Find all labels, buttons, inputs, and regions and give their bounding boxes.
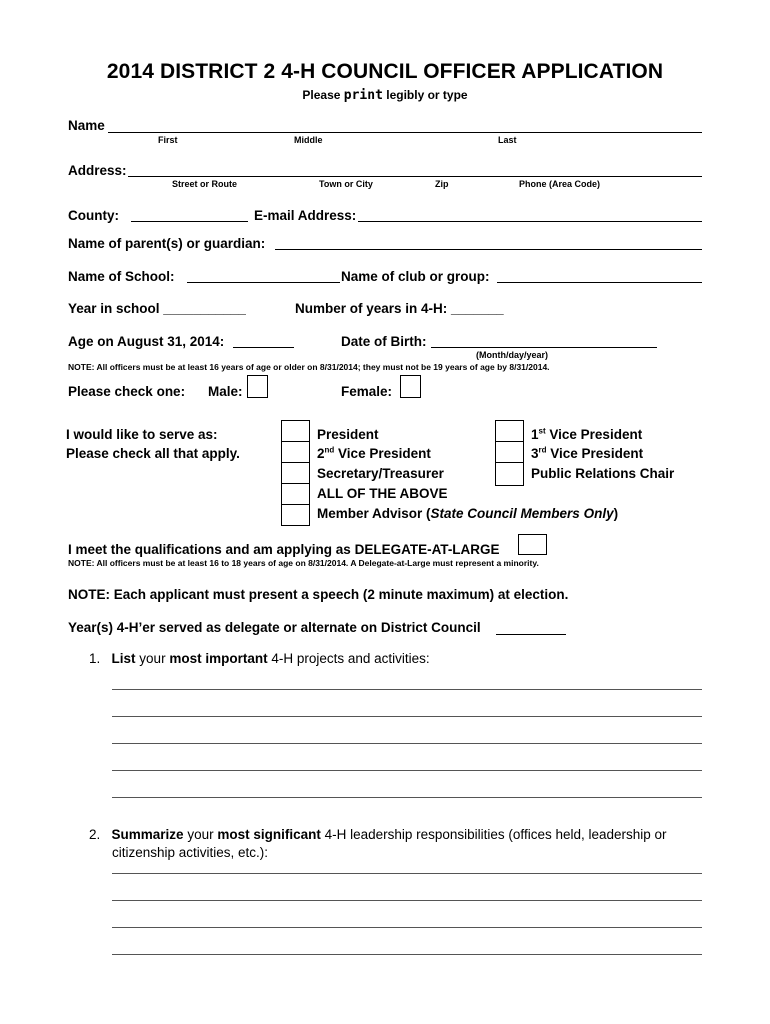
email-label: E-mail Address: [254, 208, 357, 223]
email-field[interactable] [358, 221, 702, 222]
advisor-label: Member Advisor (State Council Members Only) [317, 506, 619, 521]
speech-note: NOTE: Each applicant must present a speech (2 minute maximum) at election. [68, 587, 569, 602]
county-field[interactable] [131, 221, 248, 222]
school-label: Name of School: [68, 269, 175, 284]
third-vp-label: 3rd Vice President [531, 445, 644, 461]
club-field[interactable] [497, 282, 702, 283]
school-field[interactable] [187, 282, 340, 283]
address-town-hint: Town or City [319, 179, 373, 189]
subtitle: Please print legibly or type [302, 88, 468, 103]
pr-chair-checkbox[interactable] [495, 462, 524, 486]
delegate-checkbox[interactable] [518, 534, 547, 555]
age-label: Age on August 31, 2014: [68, 334, 225, 349]
years-in-4h-field[interactable]: Number of years in 4-H: _______ [295, 301, 504, 316]
second-vp-checkbox[interactable] [281, 441, 310, 463]
year-in-school-field[interactable]: Year in school ___________ [68, 301, 246, 316]
third-vp-checkbox[interactable] [495, 441, 524, 463]
dob-field[interactable] [431, 347, 657, 348]
dob-label: Date of Birth: [341, 334, 427, 349]
answer-1-line[interactable] [112, 743, 702, 744]
female-label: Female: [341, 384, 393, 399]
gender-label: Please check one: [68, 384, 186, 399]
answer-2-line[interactable] [112, 954, 702, 955]
page-title: 2014 DISTRICT 2 4-H COUNCIL OFFICER APPLICATION [106, 60, 664, 83]
all-label: ALL OF THE ABOVE [317, 486, 448, 501]
female-checkbox[interactable] [400, 375, 421, 398]
delegate-note: NOTE: All officers must be at least 16 to 18 years of age on 8/31/2014. A Delegate-at-Large must represent a minority. [68, 558, 539, 568]
question-1: 1. List your most important 4-H projects and activities: [89, 651, 430, 666]
years-served-label: Year(s) 4-H’er served as delegate or alternate on District Council [68, 620, 481, 635]
age-note: NOTE: All officers must be at least 16 years of age or older on 8/31/2014; they must not be 19 years of age by 8/31/2014. [68, 362, 550, 372]
address-zip-hint: Zip [435, 179, 449, 189]
address-street-hint: Street or Route [172, 179, 238, 189]
answer-1-line[interactable] [112, 797, 702, 798]
first-vp-label: 1st Vice President [531, 426, 643, 442]
secretary-checkbox[interactable] [281, 462, 310, 484]
all-checkbox[interactable] [281, 483, 310, 505]
question-2: 2. Summarize your most significant 4-H leadership responsibilities (offices held, leadership or [89, 827, 667, 842]
name-middle-hint: Middle [294, 135, 323, 145]
serve-instructions: Please check all that apply. [66, 446, 240, 461]
serve-label: I would like to serve as: [66, 427, 218, 442]
male-label: Male: [208, 384, 243, 399]
county-label: County: [68, 208, 119, 223]
answer-1-line[interactable] [112, 716, 702, 717]
delegate-label: I meet the qualifications and am applying as DELEGATE-AT-LARGE [68, 542, 500, 557]
address-field[interactable] [128, 176, 702, 177]
club-label: Name of club or group: [341, 269, 490, 284]
answer-2-line[interactable] [112, 900, 702, 901]
answer-1-line[interactable] [112, 689, 702, 690]
president-label: President [317, 427, 379, 442]
parent-label: Name of parent(s) or guardian: [68, 236, 266, 251]
president-checkbox[interactable] [281, 420, 310, 442]
question-2-continued: citizenship activities, etc.): [112, 845, 269, 860]
answer-2-line[interactable] [112, 873, 702, 874]
name-field[interactable] [108, 132, 702, 133]
advisor-checkbox[interactable] [281, 504, 310, 526]
dob-hint: (Month/day/year) [476, 350, 549, 360]
name-first-hint: First [158, 135, 178, 145]
name-last-hint: Last [498, 135, 517, 145]
address-phone-hint: Phone (Area Code) [519, 179, 601, 189]
male-checkbox[interactable] [247, 375, 268, 398]
secretary-label: Secretary/Treasurer [317, 466, 444, 481]
first-vp-checkbox[interactable] [495, 420, 524, 442]
years-served-field[interactable] [496, 634, 566, 635]
answer-1-line[interactable] [112, 770, 702, 771]
second-vp-label: 2nd Vice President [317, 445, 431, 461]
age-field[interactable] [233, 347, 294, 348]
answer-2-line[interactable] [112, 927, 702, 928]
pr-chair-label: Public Relations Chair [531, 466, 675, 481]
parent-field[interactable] [275, 249, 702, 250]
name-label: Name [68, 118, 105, 133]
address-label: Address: [68, 163, 127, 178]
